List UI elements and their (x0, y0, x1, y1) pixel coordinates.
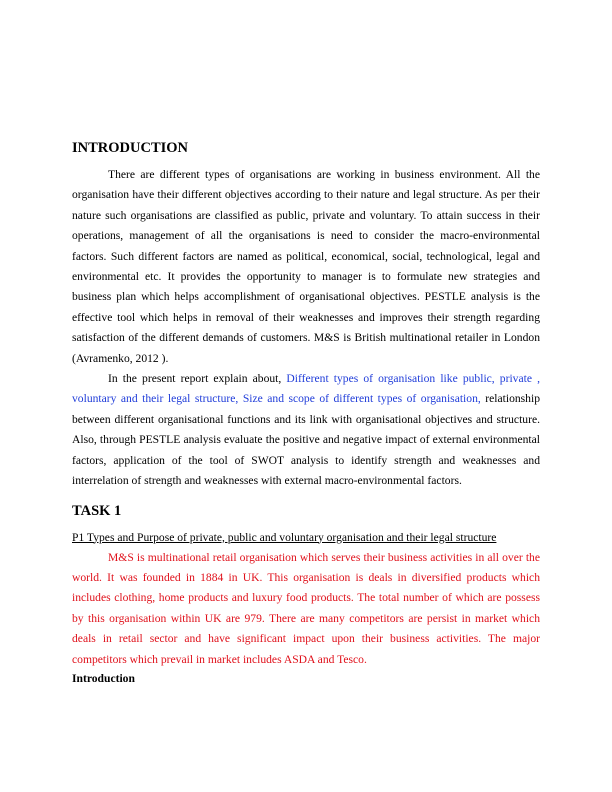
introduction-label: Introduction (72, 671, 135, 685)
highlighted-topics: Different types of organisation like public, private , voluntary and their legal structure, Size and scope of different types of organisation, (72, 372, 541, 406)
ms-overview-paragraph: M&S is multinational retail organisation which serves their business activities in all over the world. It was founded in 1884 in UK. This organisation is deals in diversified products which includes clothing, home products and luxury food products. The total number of which are possess by this organisation within UK are 979. There are many competitors are persist in market which deals in retail sector and have significant impact upon their business activities. The major competitors which prevail in market includes ASDA and Tesco. (72, 550, 540, 666)
introduction-paragraph-2-start: In the present report explain about, (108, 372, 287, 386)
introduction-paragraph-1-text: There are different types of organisations are working in business environment. All the organisation have their different objectives according to their nature and legal structure. As per their nature such organisations are classified as public, private and voluntary. To attain success in their operations, management of all the organisations is need to consider the macro-environmental factors. Such different factors are named as political, economical, social, technological, legal and environmental etc. It provides the opportunity to manager is to formulate new strategies and business plan which helps accomplishment of organisational objectives. PESTLE analysis is the effective tool which helps in removal of their weaknesses and improves their strength regarding satisfaction of the different demands of customers. M&S is British multinational retailer in London ( (72, 168, 540, 365)
document-body (72, 139, 540, 688)
citation: Avramenko, 2012 (75, 351, 159, 365)
introduction-heading: INTRODUCTION (72, 140, 189, 156)
task-1-heading: TASK 1 (72, 502, 122, 519)
introduction-paragraph-1 (72, 165, 540, 369)
introduction-paragraph-2-rest: relationship between different organisational functions and its link with organisational objectives and structure. Also, through PESTLE analysis evaluate the positive and negative impact of external environmental factors, application of the tool of SWOT analysis to identify strength and weaknesses and interrelation of strength and weaknesses with external macro-environmental factors. (72, 392, 540, 488)
introduction-paragraph-2 (72, 369, 540, 491)
p1-subheading: P1 Types and Purpose of private, public and voluntary organisation and their legal structure (72, 530, 497, 544)
introduction-paragraph-1-end: ). (158, 351, 169, 365)
